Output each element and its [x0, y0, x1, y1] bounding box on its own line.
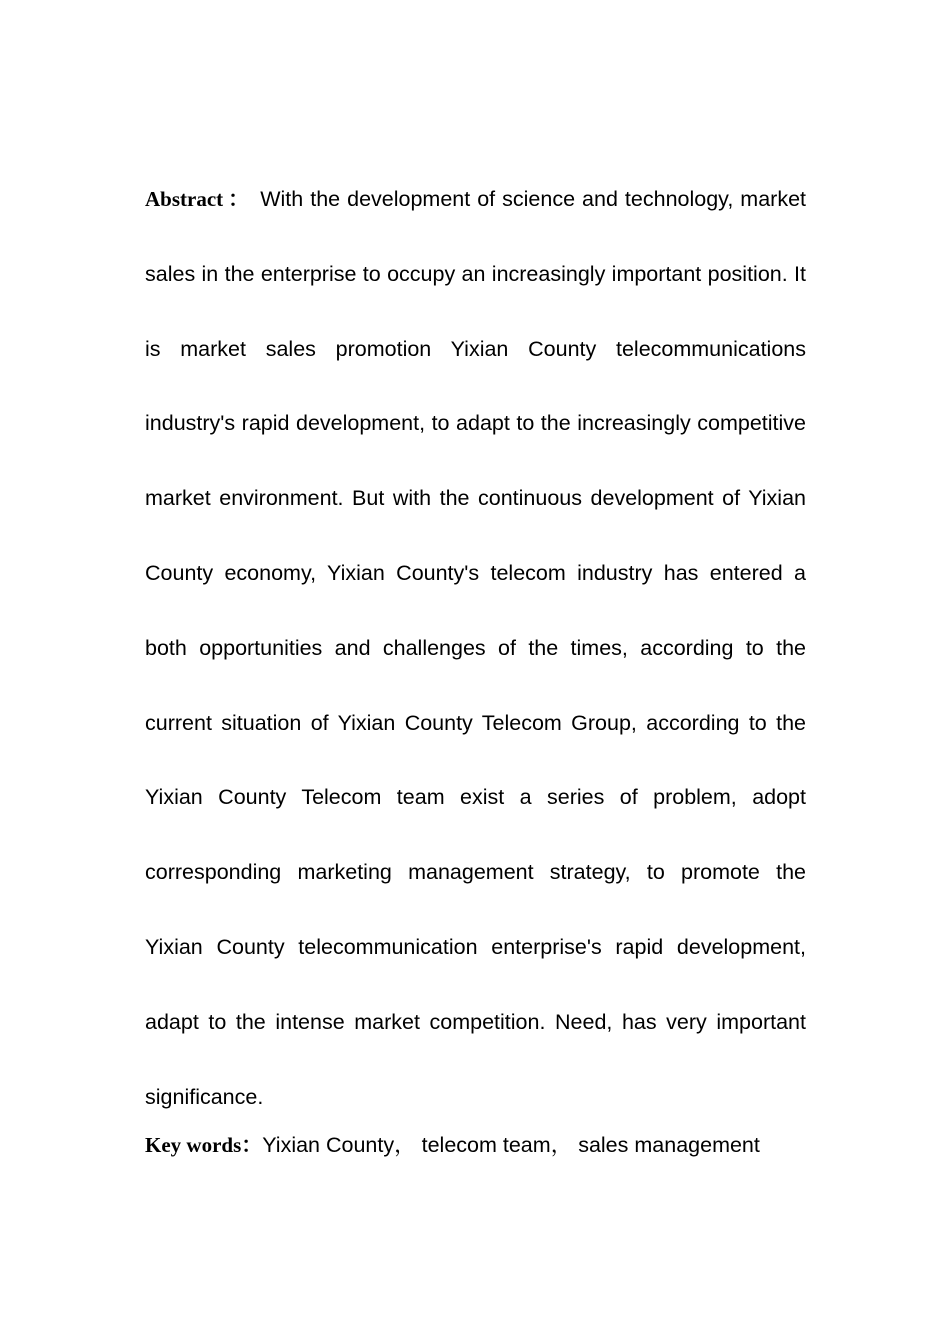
abstract-text: With the development of science and technology, market sales in the enterprise to occupy an increasingly important position. It is market sales promotion Yixian County telecommunications industry's rapid development, to adapt to the increasingly competitive market environment. But with the continuous development of Yixian County economy, Yixian County's telecom industry has entered a both opportunities and challenges of the times, according to the current situation of Yixian County Telecom Group, according to the Yixian County Telecom team exist a series of problem, adopt corresponding marketing management strategy, to promote the Yixian County telecommunication enterprise's rapid development, adapt to the intense market competition. Need, has very important significance.	[145, 187, 807, 1109]
keyword-separator: ，	[550, 1133, 573, 1157]
keywords-label: Key words	[145, 1133, 242, 1157]
keywords-label-colon: ：	[241, 1133, 263, 1157]
keywords-paragraph	[145, 1128, 845, 1162]
abstract-label-colon: ：	[227, 187, 255, 211]
keyword-separator: ，	[394, 1133, 416, 1157]
keyword-item: Yixian County	[262, 1133, 395, 1157]
abstract-paragraph	[145, 162, 806, 1134]
keyword-item: telecom team	[421, 1133, 551, 1157]
keyword-item: sales management	[578, 1133, 760, 1157]
abstract-label: Abstract	[145, 187, 224, 211]
